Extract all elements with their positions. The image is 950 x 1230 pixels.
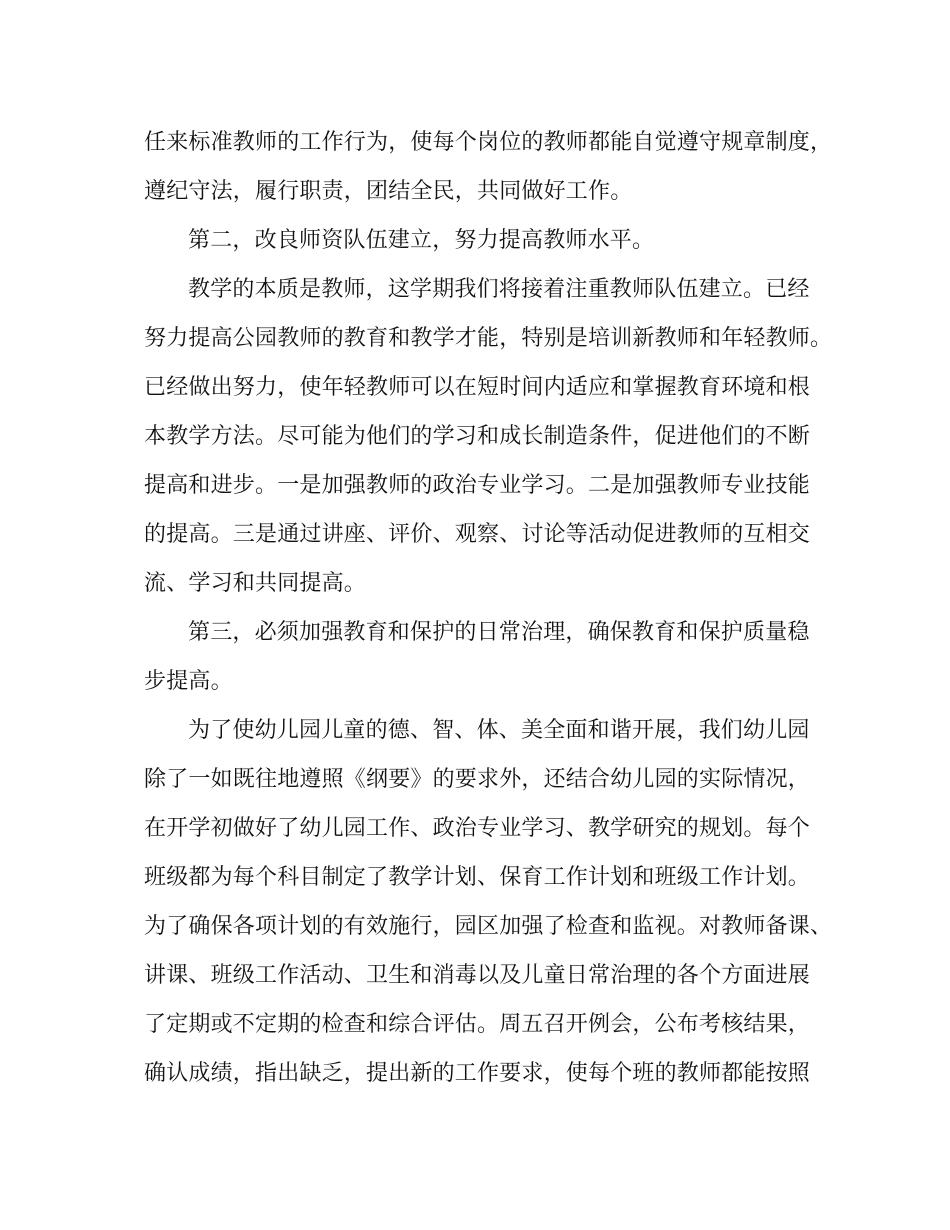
text-line: 任来标准教师的工作行为，使每个岗位的教师都能自觉遵守规章制度， [144, 130, 833, 155]
text-line: 流、学习和共同提高。 [144, 571, 367, 596]
text-line: 的提高。三是通过讲座、评价、观察、讨论等活动促进教师的互相交 [144, 522, 811, 547]
text-line: 努力提高公园教师的教育和教学才能，特别是培训新教师和年轻教师。 [144, 326, 833, 351]
text-line: 除了一如既往地遵照《纲要》的要求外，还结合幼儿园的实际情况， [144, 767, 811, 792]
text-line: 遵纪守法，履行职责，团结全民，共同做好工作。 [144, 179, 633, 204]
text-line: 教学的本质是教师，这学期我们将接着注重教师队伍建立。已经 [188, 277, 810, 302]
text-line: 提高和进步。一是加强教师的政治专业学习。二是加强教师专业技能 [144, 473, 811, 498]
text-line: 在开学初做好了幼儿园工作、政治专业学习、教学研究的规划。每个 [144, 816, 811, 841]
text-line: 本教学方法。尽可能为他们的学习和成长制造条件，促进他们的不断 [144, 424, 811, 449]
section-heading: 第三，必须加强教育和保护的日常治理，确保教育和保护质量稳 [188, 620, 810, 645]
text-line: 确认成绩，指出缺乏，提出新的工作要求，使每个班的教师都能按照 [144, 1061, 811, 1086]
text-line: 为了使幼儿园儿童的德、智、体、美全面和谐开展，我们幼儿园 [188, 718, 810, 743]
text-line: 步提高。 [144, 669, 233, 694]
text-line: 已经做出努力，使年轻教师可以在短时间内适应和掌握教育环境和根 [144, 375, 811, 400]
section-heading: 第二，改良师资队伍建立，努力提高教师水平。 [188, 228, 655, 253]
text-line: 班级都为每个科目制定了教学计划、保育工作计划和班级工作计划。 [144, 865, 811, 890]
text-line: 讲课、班级工作活动、卫生和消毒以及儿童日常治理的各个方面进展 [144, 963, 811, 988]
text-line: 为了确保各项计划的有效施行，园区加强了检查和监视。对教师备课、 [144, 914, 833, 939]
text-line: 了定期或不定期的检查和综合评估。周五召开例会，公布考核结果， [144, 1012, 811, 1037]
